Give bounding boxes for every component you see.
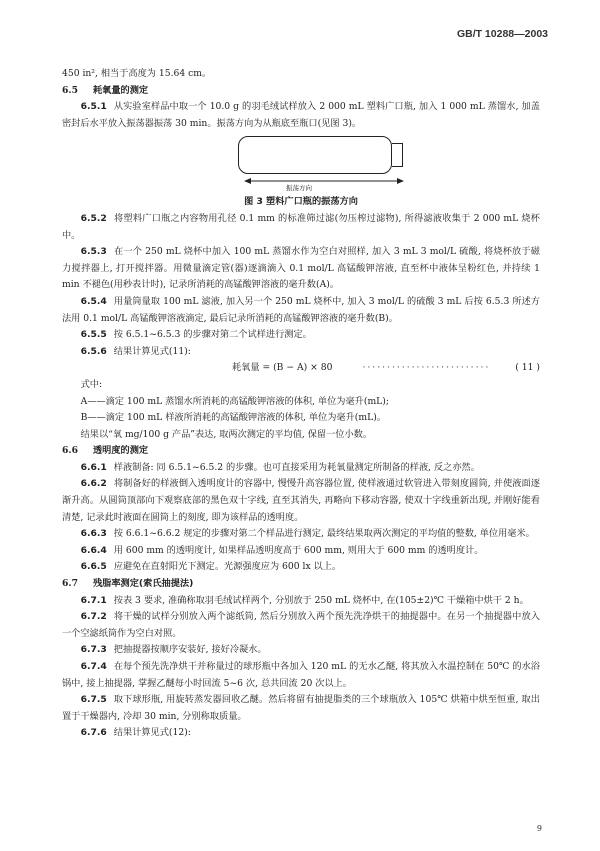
definition-line: 式中:: [80, 378, 103, 390]
clause-text: 用量筒量取 100 mL 滤液, 加入另一个 250 mL 烧杯中, 加入 3 mol/L 的硫酸 3 mL 后按 6.5.3 所述方法用 0.1 mol/L 高锰酸钾溶液滴定, 最后记录所消耗的高锰酸钾溶液的毫升数(B)。: [62, 295, 540, 324]
clause-item: [62, 609, 540, 642]
clause-item: [62, 642, 540, 659]
clause-number: 6.7.4: [80, 661, 107, 672]
clause-text: 按 6.6.1~6.6.2 规定的步骤对第二个样品进行测定, 最终结果取两次测定的平均值的整数, 单位用毫米。: [113, 528, 535, 540]
section-heading: [62, 576, 540, 593]
section-title: 透明度的测定: [93, 445, 149, 457]
clause-number: 6.7.1: [80, 594, 107, 606]
clause-text: 将制备好的样液倒入透明度计的容器中, 慢慢升高容器位置, 使样液通过软管进入带刻度圆筒, 并使液面逐渐升高。从圆筒顶部向下观察底部的黑色双十字线, 直至其消失, 再略向下移动容器, 使双十字线重新出现, 并刚好能看清楚, 记录此时液面在圆筒上的刻度, 即为该样品的透明度。: [62, 478, 540, 523]
clause-item: [62, 692, 540, 725]
bottle-cap: [392, 143, 403, 167]
clause-text: 用 600 mm 的透明度计, 如果样品透明度高于 600 mm, 则用大于 600 mm 的透明度计。: [113, 544, 484, 556]
clause-item: [62, 460, 540, 477]
clause-number: 6.5.5: [80, 329, 107, 341]
clause-item: [62, 476, 540, 526]
section-heading: [62, 83, 540, 100]
clause-text: 将塑料广口瓶之内容物用孔径 0.1 mm 的标准筛过滤(勿压榨过滤物), 所得滤液收集于 2 000 mL 烧杯中。: [62, 212, 540, 241]
clause-text: 把抽提器按顺序安装好, 接好冷凝水。: [113, 644, 267, 656]
clause-number: 6.5.4: [80, 295, 107, 307]
clause-number: 6.7.5: [80, 694, 107, 706]
clause-item: [62, 543, 540, 560]
clause-number: 6.7.2: [80, 611, 107, 623]
clause-item: [62, 327, 540, 344]
clause-text: 按表 3 要求, 准确称取羽毛绒试样两个, 分别放于 250 mL 烧杯中, 在(105±2)℃ 干燥箱中烘干 2 h。: [113, 594, 529, 606]
clause-number: 6.5.3: [80, 246, 107, 258]
equation-number: ( 11 ): [515, 362, 540, 374]
formula-expression: 耗氧量 = (B − A) × 80: [232, 362, 333, 374]
clause-item: [62, 725, 540, 742]
clause-item: [62, 559, 540, 576]
figure-caption: 图 3 塑料广口瓶的振荡方向: [244, 196, 358, 208]
clause-item: [62, 99, 540, 132]
clause-number: 6.6.1: [80, 461, 107, 473]
clause-number: 6.6.2: [80, 478, 107, 490]
clause-text: 按 6.5.1~6.5.3 的步骤对第二个试样进行测定。: [113, 329, 312, 341]
clause-item: [62, 244, 540, 294]
section-number: 6.5: [62, 84, 78, 96]
clause-text: 结果计算见式(11):: [113, 345, 191, 357]
double-arrow-icon: [244, 175, 404, 187]
clause-item: [62, 211, 540, 244]
formula-leader-dots: ··························: [362, 362, 491, 374]
section-title: 残脂率测定(索氏抽提法): [93, 578, 194, 590]
clause-number: 6.6.4: [80, 544, 107, 556]
clause-text: 将干燥的试样分别放入两个滤纸筒, 然后分别放入两个预先洗净烘干的抽提器中。在另一个抽提器中放入一个空滤纸筒作为空白对照。: [62, 611, 540, 639]
section-number: 6.6: [62, 445, 78, 457]
clause-item: [62, 294, 540, 327]
clause-number: 6.7.6: [80, 727, 107, 739]
bottle-body: [238, 136, 392, 174]
clause-text: 应避免在直射阳光下测定。光源强度应为 600 lx 以上。: [113, 561, 342, 573]
clause-text: 结果计算见式(12):: [113, 727, 191, 739]
clause-number: 6.5.2: [80, 212, 107, 224]
clause-number: 6.7.3: [80, 644, 107, 656]
clause-number: 6.5.6: [80, 345, 107, 357]
clause-number: 6.5.1: [80, 101, 107, 113]
clause-item: [62, 526, 540, 543]
clause-number: 6.6.5: [80, 561, 107, 573]
clause-text: 样液制备: 同 6.5.1~6.5.2 的步骤。也可直接采用为耗氧量测定所制备的样液, 反之亦然。: [113, 461, 480, 473]
document-body: [62, 66, 540, 742]
section-title: 耗氧量的测定: [93, 84, 149, 96]
bottle-figure: [62, 134, 540, 194]
formula-line: [62, 360, 540, 377]
section-heading: [62, 443, 540, 460]
page-number: 9: [536, 824, 542, 833]
section-number: 6.7: [62, 578, 78, 590]
clause-number: 6.6.3: [80, 528, 107, 540]
paragraph: 450 in², 相当于高度为 15.64 cm。: [62, 68, 212, 79]
clause-text: 取下球形瓶, 用旋转蒸发器回收乙醚。然后将留有抽提脂类的三个球瓶放入 105℃ 烘箱中烘至恒重, 取出置于干燥器内, 冷却 30 min, 分别称取质量。: [62, 694, 540, 722]
definition-line: B——滴定 100 mL 样液所消耗的高锰酸钾溶液的体积, 单位为毫升(mL)。: [80, 412, 386, 424]
clause-item: [62, 659, 540, 692]
arrow-label: 振荡方向: [286, 184, 312, 193]
clause-text: 在一个 250 mL 烧杯中加入 100 mL 蒸馏水作为空白对照样, 加入 3 mL 3 mol/L 硫酸, 将烧杯放于磁力搅拌器上, 打开搅拌器。用微量滴定管(器)逐滴滴入 0.1 mol/L 高锰酸钾溶液, 直至杯中液体呈粉红色, 并持续 1 min 不褪色(用秒表计时), 记录所消耗的高锰酸钾溶液的毫升数(A)。: [62, 246, 540, 291]
definition-line: 结果以“氧 mg/100 g 产品”表达, 取两次测定的平均值, 保留一位小数。: [80, 428, 373, 440]
clause-item: [62, 344, 540, 361]
clause-item: [62, 593, 540, 610]
clause-text: 在每个预先洗净烘干并称量过的球形瓶中各加入 120 mL 的无水乙醚, 将其放入水温控制在 50℃ 的水浴锅中, 接上抽提器, 掌握乙醚每小时回流 5~6 次, 总共回流 20 次以上。: [62, 661, 540, 689]
definition-line: A——滴定 100 mL 蒸馏水所消耗的高锰酸钾溶液的体积, 单位为毫升(mL);: [80, 395, 389, 407]
standard-code-header: GB/T 10288—2003: [456, 28, 548, 40]
clause-text: 从实验室样品中取一个 10.0 g 的羽毛绒试样放入 2 000 mL 塑料广口瓶, 加入 1 000 mL 蒸馏水, 加盖密封后水平放入振荡器振荡 30 min。振荡方向为从瓶底至瓶口(见图 3)。: [62, 101, 540, 129]
